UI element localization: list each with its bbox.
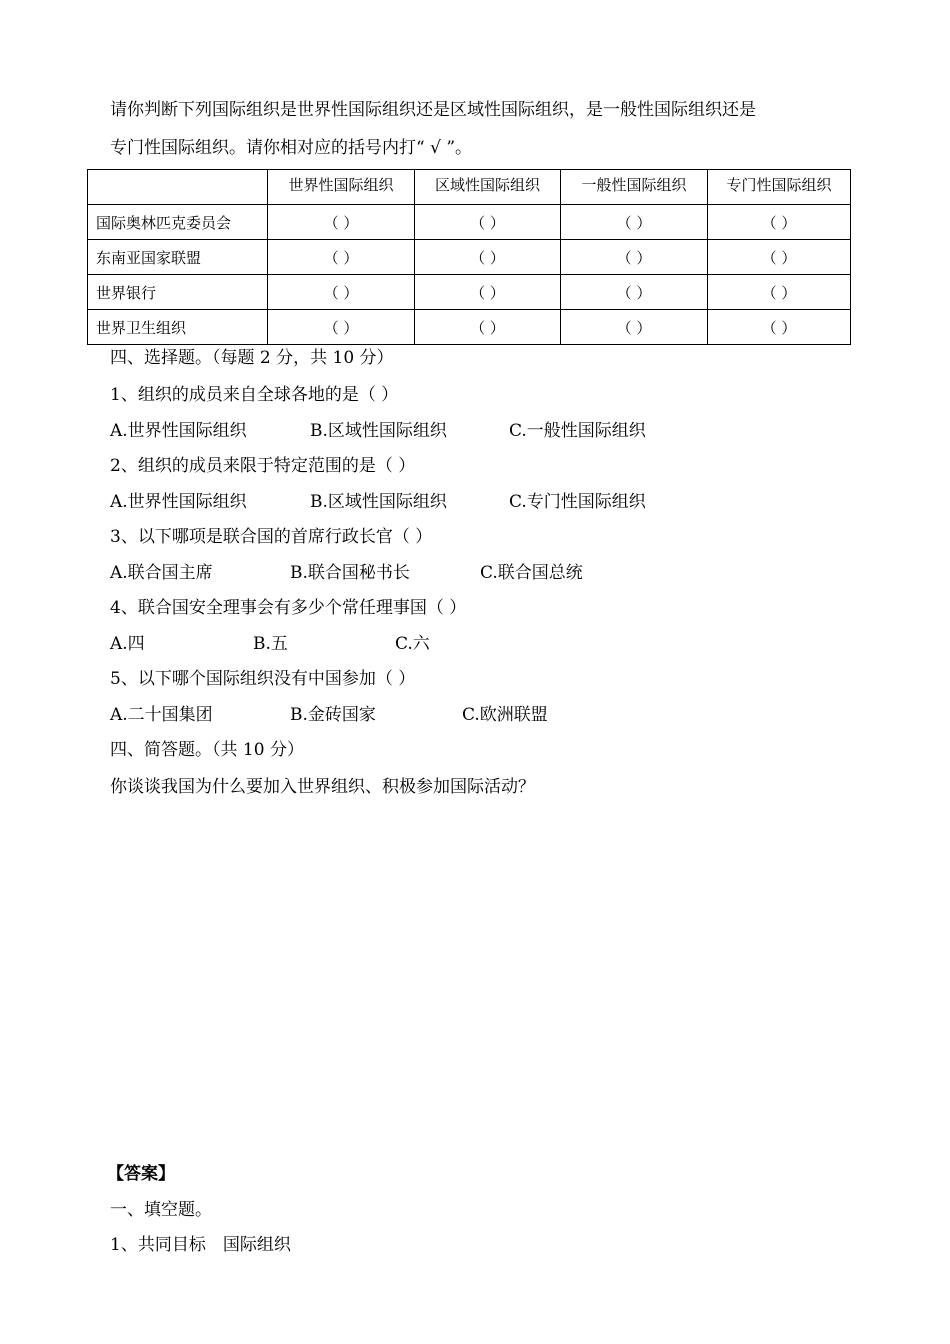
option-b[interactable]: B.区域性国际组织 [310,421,447,441]
option-a[interactable]: A.四 [110,634,145,654]
header-regional: 区域性国际组织 [415,170,561,205]
question-1-options [110,420,810,442]
section-choice-heading: 四、选择题。（每题 2 分，共 10 分） [110,348,394,368]
option-a[interactable]: A.联合国主席 [110,563,213,583]
short-answer-question: 你谈谈我国为什么要加入世界组织、积极参加国际活动？ [110,777,535,797]
answer-bracket[interactable]: （ ） [708,240,851,275]
answer-bracket[interactable]: （ ） [561,310,708,345]
option-b[interactable]: B.五 [253,634,288,654]
row-label: 国际奥林匹克委员会 [88,205,268,240]
option-b[interactable]: B.联合国秘书长 [290,563,410,583]
option-c[interactable]: C.一般性国际组织 [509,421,646,441]
row-label: 东南亚国家联盟 [88,240,268,275]
question-4-stem: 4、联合国安全理事会有多少个常任理事国（ ） [110,598,467,618]
table-row [88,310,851,345]
answer-bracket[interactable]: （ ） [415,240,561,275]
header-world: 世界性国际组织 [268,170,415,205]
question-5-stem: 5、以下哪个国际组织没有中国参加（ ） [110,669,416,689]
section-short-heading: 四、简答题。（共 10 分） [110,740,304,760]
answer-bracket[interactable]: （ ） [561,275,708,310]
table-header-row [88,170,851,205]
answer-bracket[interactable]: （ ） [268,275,415,310]
header-general: 一般性国际组织 [561,170,708,205]
header-special: 专门性国际组织 [708,170,851,205]
option-c[interactable]: C.六 [395,634,430,654]
answer-bracket[interactable]: （ ） [708,310,851,345]
question-2-options [110,491,810,513]
answer-section-1: 一、填空题。 [110,1200,212,1220]
option-b[interactable]: B.金砖国家 [290,705,376,725]
question-3-stem: 3、以下哪项是联合国的首席行政长官（ ） [110,527,433,547]
answer-bracket[interactable]: （ ） [268,240,415,275]
row-label: 世界卫生组织 [88,310,268,345]
answer-bracket[interactable]: （ ） [415,310,561,345]
answer-heading: 【答案】 [107,1164,175,1184]
option-a[interactable]: A.二十国集团 [110,705,213,725]
answer-bracket[interactable]: （ ） [268,310,415,345]
table-row [88,240,851,275]
answer-item-1: 1、共同目标 国际组织 [110,1235,291,1255]
row-label: 世界银行 [88,275,268,310]
answer-bracket[interactable]: （ ） [268,205,415,240]
question-5-options [110,704,810,726]
table-corner [88,170,268,205]
option-c[interactable]: C.专门性国际组织 [509,492,646,512]
question-4-options [110,633,810,655]
question-3-options [110,562,810,584]
table-row [88,205,851,240]
option-c[interactable]: C.联合国总统 [480,563,583,583]
question-2-stem: 2、组织的成员来限于特定范围的是（ ） [110,456,416,476]
answer-bracket[interactable]: （ ） [708,275,851,310]
intro-line-2: 专门性国际组织。请你相对应的括号内打“ √ ”。 [110,138,473,158]
intro-line-1: 请你判断下列国际组织是世界性国际组织还是区域性国际组织，是一般性国际组织还是 [110,100,756,120]
question-1-stem: 1、组织的成员来自全球各地的是（ ） [110,385,399,405]
answer-bracket[interactable]: （ ） [561,240,708,275]
answer-bracket[interactable]: （ ） [415,205,561,240]
answer-bracket[interactable]: （ ） [415,275,561,310]
option-b[interactable]: B.区域性国际组织 [310,492,447,512]
option-a[interactable]: A.世界性国际组织 [110,492,247,512]
answer-bracket[interactable]: （ ） [561,205,708,240]
table-row [88,275,851,310]
answer-bracket[interactable]: （ ） [708,205,851,240]
classification-table [87,169,851,345]
option-c[interactable]: C.欧洲联盟 [462,705,548,725]
option-a[interactable]: A.世界性国际组织 [110,421,247,441]
